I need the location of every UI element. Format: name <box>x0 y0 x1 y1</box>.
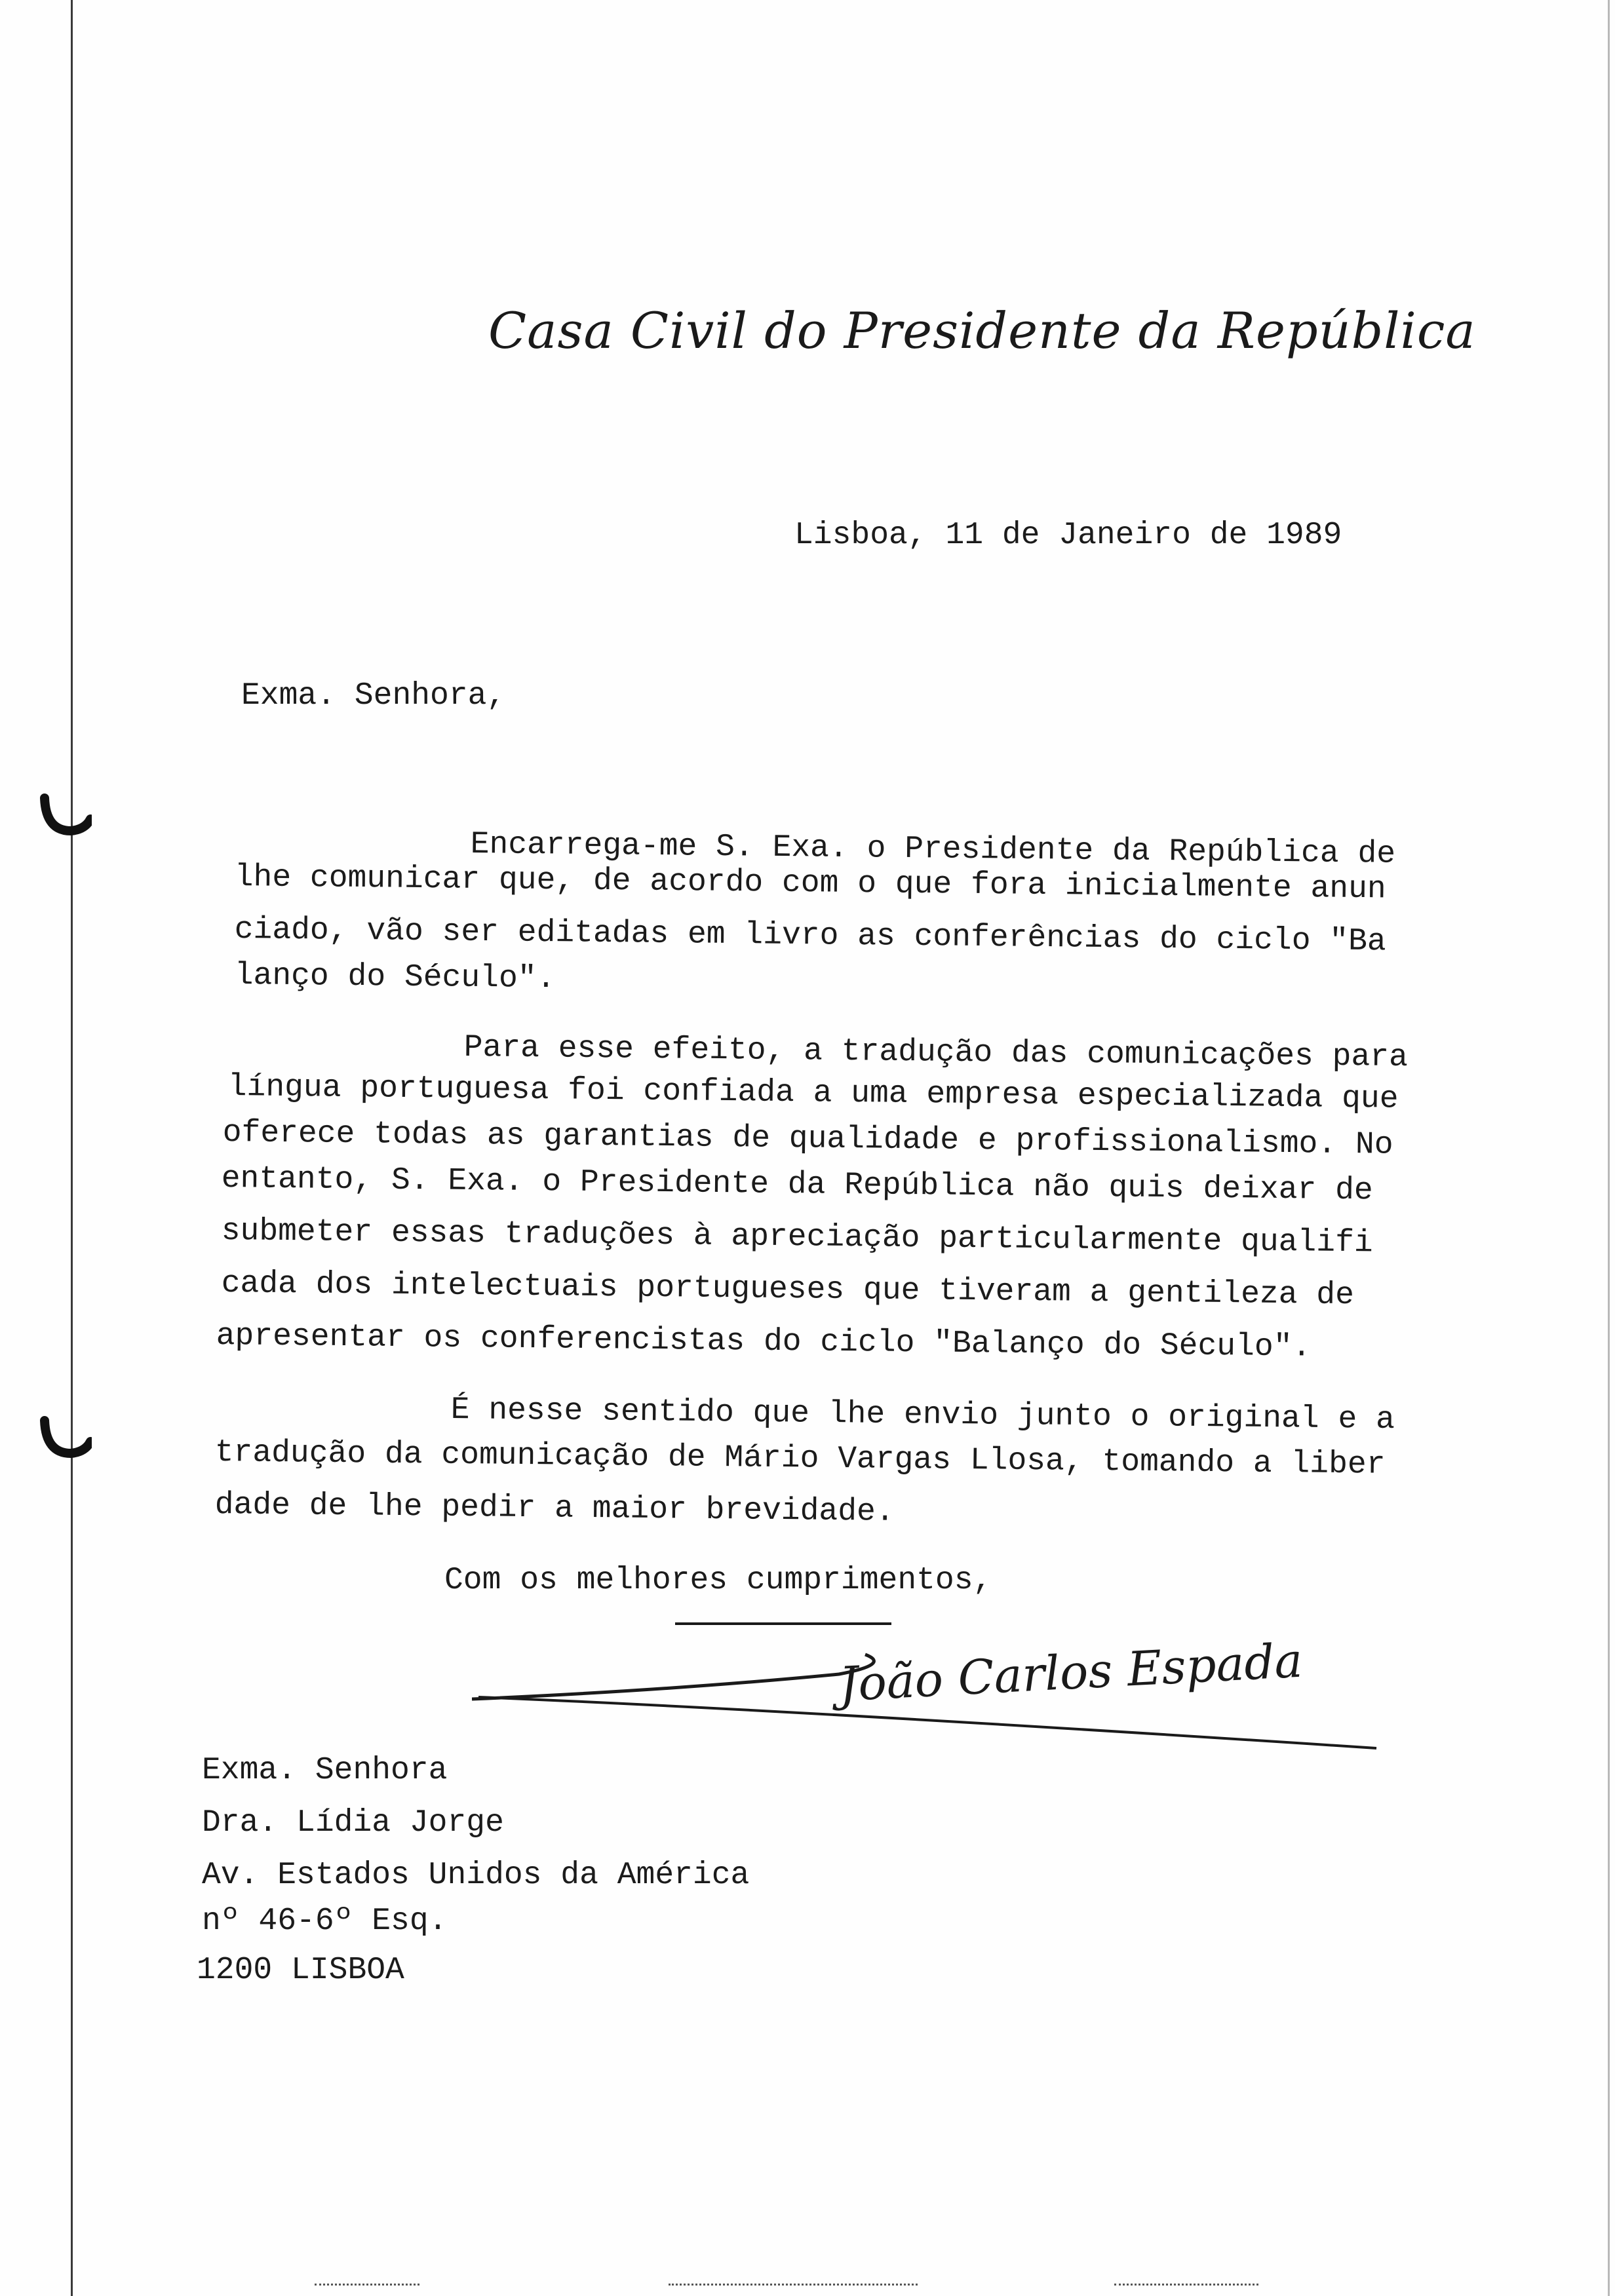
date-line: Lisboa, 11 de Janeiro de 1989 <box>794 518 1342 553</box>
paragraph-3-line-2: tradução da comunicação de Mário Vargas Llosa, tomando a liber <box>214 1435 1386 1483</box>
closing: Com os melhores cumprimentos, <box>444 1563 992 1598</box>
scan-edge-right <box>1608 0 1610 2296</box>
paragraph-3-line-3: dade de lhe pedir a maior brevidade. <box>214 1487 895 1530</box>
paragraph-2-line-4: entanto, S. Exa. o Presidente da República não quis deixar de <box>221 1161 1373 1209</box>
address-line-4: nº 46-6º Esq. <box>202 1904 448 1939</box>
paragraph-1-line-2: lhe comunicar que, de acordo com o que fora inicialmente anun <box>234 860 1386 908</box>
scan-dots <box>315 2284 419 2287</box>
paragraph-2-line-5: submeter essas traduções à apreciação particularmente qualifi <box>221 1214 1373 1261</box>
address-line-2: Dra. Lídia Jorge <box>202 1805 504 1841</box>
letterhead: Casa Civil do Presidente da República <box>488 301 1476 360</box>
paragraph-2-line-2: língua portuguesa foi confiada a uma empresa especializada que <box>227 1069 1399 1117</box>
scan-dots <box>1114 2284 1258 2287</box>
signature: João Carlos Espada <box>838 1632 1304 1712</box>
paragraph-2-line-7: apresentar os conferencistas do ciclo "Balanço do Século". <box>216 1318 1312 1366</box>
paragraph-1-line-1: Encarrega-me S. Exa. o Presidente da República de <box>470 827 1396 872</box>
address-line-3: Av. Estados Unidos da América <box>202 1858 750 1893</box>
paragraph-2-line-3: oferece todas as garantias de qualidade e profissionalismo. No <box>222 1115 1393 1163</box>
binder-hook-mark-top <box>39 793 92 839</box>
paragraph-2-line-1: Para esse efeito, a tradução das comunicações para <box>463 1030 1409 1076</box>
binder-hook-mark-bottom <box>39 1415 92 1461</box>
salutation: Exma. Senhora, <box>241 678 506 714</box>
paragraph-3-line-1: É nesse sentido que lhe envio junto o original e a <box>450 1392 1395 1438</box>
paragraph-1-line-4: lanço do Século". <box>234 958 556 997</box>
paragraph-1-line-3: ciado, vão ser editadas em livro as conferências do ciclo "Ba <box>234 912 1386 960</box>
address-line-1: Exma. Senhora <box>202 1753 448 1788</box>
scan-edge-left <box>71 0 73 2296</box>
address-line-5: 1200 LISBOA <box>197 1953 404 1988</box>
scan-dots <box>669 2284 918 2287</box>
paragraph-2-line-6: cada dos intelectuais portugueses que tiveram a gentileza de <box>221 1266 1355 1314</box>
